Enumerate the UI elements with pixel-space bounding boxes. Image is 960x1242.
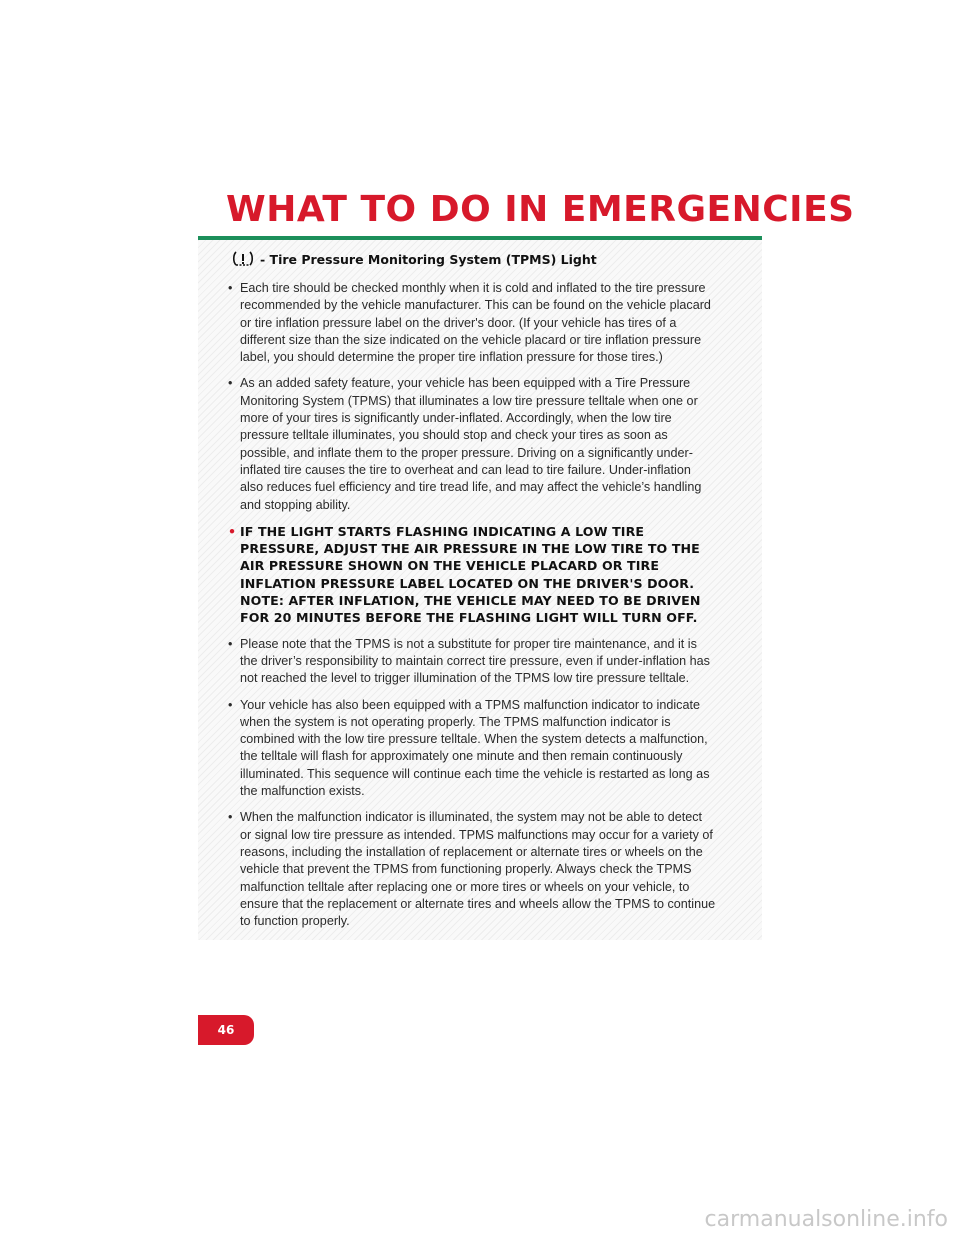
watermark: carmanualsonline.info bbox=[704, 1207, 948, 1232]
bullet-text: As an added safety feature, your vehicle has been equipped with a Tire Pressure Monitoring System (TPMS) that illuminates a low tire pressure telltale when one or more of your tires is significantly under-inflated. Accordingly, when the low tire pressure telltale illuminates, you should stop and check your tires as soon as possible, and inflate them to the proper pressure. Driving on a significantly under-inflated tire causes the tire to overheat and can lead to tire failure. Under-inflation also reduces fuel efficiency and tire tread life, and may affect the vehicle’s handling and stopping ability. bbox=[240, 376, 702, 512]
list-item bbox=[226, 697, 716, 801]
bullet-text: Each tire should be checked monthly when it is cold and inflated to the tire pressure recommended by the vehicle manufacturer. This can be found on the vehicle placard or tire inflation pressure label on the driver's door. (If your vehicle has tires of a different size than the size indicated on the vehicle placard or tire inflation pressure label, you should determine the proper tire inflation pressure for those tires.) bbox=[240, 281, 711, 365]
list-item bbox=[226, 375, 716, 513]
bullet-marker: • bbox=[228, 281, 233, 295]
warning-text: IF THE LIGHT STARTS FLASHING INDICATING A LOW TIRE PRESSURE, ADJUST THE AIR PRESSURE IN THE LOW TIRE TO THE AIR PRESSURE SHOWN ON THE VEHICLE PLACARD OR TIRE INFLATION PRESSURE LABEL LOCATED ON THE DRIVER'S DOOR. NOTE: AFTER INFLATION, THE VEHICLE MAY NEED TO BE DRIVEN FOR 20 MINUTES BEFORE THE FLASHING LIGHT WILL TURN OFF. bbox=[240, 523, 701, 626]
bullet-list bbox=[226, 280, 716, 939]
list-item bbox=[226, 809, 716, 930]
bullet-marker: • bbox=[228, 636, 233, 651]
list-item bbox=[226, 280, 716, 366]
warning-list-item bbox=[226, 523, 716, 627]
section-heading-text: - Tire Pressure Monitoring System (TPMS) Light bbox=[260, 251, 597, 267]
page-number: 46 bbox=[198, 1015, 254, 1045]
bullet-text: Please note that the TPMS is not a substitute for proper tire maintenance, and it is the driver’s responsibility to maintain correct tire pressure, even if under-inflation has not reached the level to trigger illumination of the TPMS low tire pressure telltale. bbox=[240, 636, 710, 686]
bullet-text: When the malfunction indicator is illuminated, the system may not be able to detect or signal low tire pressure as intended. TPMS malfunctions may occur for a variety of reasons, including the installation of replacement or alternate tires or wheels on the vehicle that prevent the TPMS from functioning properly. Always check the TPMS malfunction telltale after replacing one or more tires or wheels on your vehicle, to ensure that the replacement or alternate tires and wheels allow the TPMS to continue to function properly. bbox=[240, 810, 716, 929]
list-item bbox=[226, 636, 716, 688]
section-heading bbox=[232, 250, 597, 268]
bullet-text: Your vehicle has also been equipped with a TPMS malfunction indicator to indicate when the system is not operating properly. The TPMS malfunction indicator is combined with the low tire pressure telltale. When the system detects a malfunction, the telltale will flash for approximately one minute and then remain continuously illuminated. This sequence will continue each time the vehicle is restarted as long as the malfunction exists. bbox=[240, 697, 710, 799]
bullet-marker: • bbox=[228, 523, 237, 539]
page-title: WHAT TO DO IN EMERGENCIES bbox=[226, 189, 855, 230]
tire-pressure-warning-icon bbox=[232, 250, 254, 268]
bullet-marker: • bbox=[228, 376, 233, 391]
bullet-marker: • bbox=[228, 697, 233, 712]
bullet-marker: • bbox=[228, 810, 233, 825]
